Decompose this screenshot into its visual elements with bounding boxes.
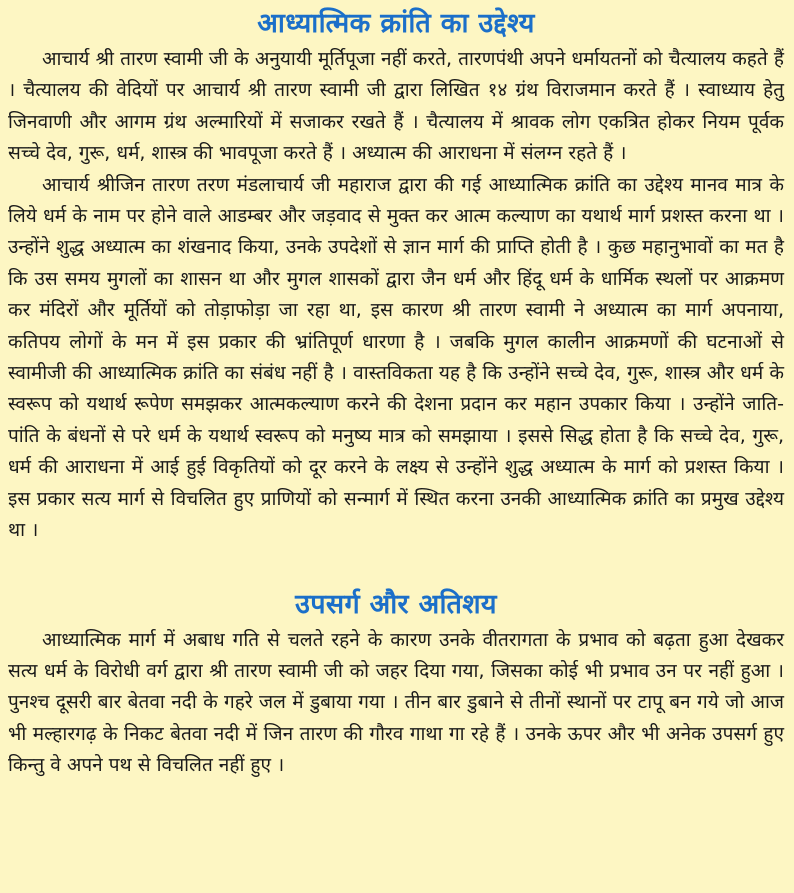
paragraph-upsarg: आध्यात्मिक मार्ग में अबाध गति से चलते रहने के कारण उनके वीतरागता के प्रभाव को बढ़ता हुआ देखकर सत्य धर्म के विरोधी वर्ग द्वारा श्री तारण स्वामी जी को जहर दिया गया, जिसका कोई भी प्रभाव उन पर नहीं हुआ । पुनश्च दूसरी बार बेतवा नदी के गहरे जल में डुबाया गया । तीन बार डुबाने से तीनों स्थानों पर टापू बन गये जो आज भी मल्हारगढ़ के निकट बेतवा नदी में जिन तारण की गौरव गाथा गा रहे हैं । उनके ऊपर और भी अनेक उपसर्ग हुए किन्तु वे अपने पथ से विचलित नहीं हुए । [8, 628, 784, 777]
section-title-spiritual-revolution: आध्यात्मिक क्रांति का उद्देश्य [257, 8, 535, 39]
paragraph-chaityalaya: आचार्य श्री तारण स्वामी जी के अनुयायी मूर्तिपूजा नहीं करते, तारणपंथी अपने धर्मायतनों को चैत्यालय कहते हैं । चैत्यालय की वेदियों पर आचार्य श्री तारण स्वामी जी द्वारा लिखित १४ ग्रंथ विराजमान करते हैं । स्वाध्याय हेतु जिनवाणी और आगम ग्रंथ अल्मारियों में सजाकर रखते हैं । चैत्यालय में श्रावक लोग एकत्रित होकर नियम पूर्वक सच्चे देव, गुरू, धर्म, शास्त्र की भावपूजा करते हैं । अध्यात्म की आराधना में संलग्न रहते हैं । [8, 48, 784, 165]
section-title-upsarg-atishay: उपसर्ग और अतिशय [295, 588, 497, 620]
paragraph-revolution-purpose: आचार्य श्रीजिन तारण तरण मंडलाचार्य जी महाराज द्वारा की गई आध्यात्मिक क्रांति का उद्देश्य मानव मात्र के लिये धर्म के नाम पर होने वाले आडम्बर और जड़वाद से मुक्त कर आत्म कल्याण का यथार्थ मार्ग प्रशस्त करना था । उन्होंने शुद्ध अध्यात्म का शंखनाद किया, उनके उपदेशों से ज्ञान मार्ग की प्राप्ति होती है । कुछ महानुभावों का मत है कि उस समय मुगलों का शासन था और मुगल शासकों द्वारा जैन धर्म और हिंदू धर्म के धार्मिक स्थलों पर आक्रमण कर मंदिरों और मूर्तियों को तोड़ाफोड़ा जा रहा था, इस कारण श्री तारण स्वामी ने अध्यात्म का मार्ग अपनाया, कतिपय लोगों के मन में इस प्रकार की भ्रांतिपूर्ण धारणा है । जबकि मुगल कालीन आक्रमणों की घटनाओं से स्वामीजी की आध्यात्मिक क्रांति का संबंध नहीं है । वास्तविकता यह है कि उन्होंने सच्चे देव, गुरू, शास्त्र और धर्म के स्वरूप को यथार्थ रूपेण समझकर आत्मकल्याण करने की देशना प्रदान कर महान उपकार किया । उन्होंने जाति-पांति के बंधनों से परे धर्म के यथार्थ स्वरूप को मनुष्य मात्र को समझाया । इससे सिद्ध होता है कि सच्चे देव, गुरू, धर्म की आराधना में आई हुई विकृतियों को दूर करने के लक्ष्य से उन्होंने शुद्ध अध्यात्म के मार्ग को प्रशस्त किया । इस प्रकार सत्य मार्ग से विचलित हुए प्राणियों को सन्मार्ग में स्थित करना उनकी आध्यात्मिक क्रांति का प्रमुख उद्देश्य था । [8, 173, 784, 542]
